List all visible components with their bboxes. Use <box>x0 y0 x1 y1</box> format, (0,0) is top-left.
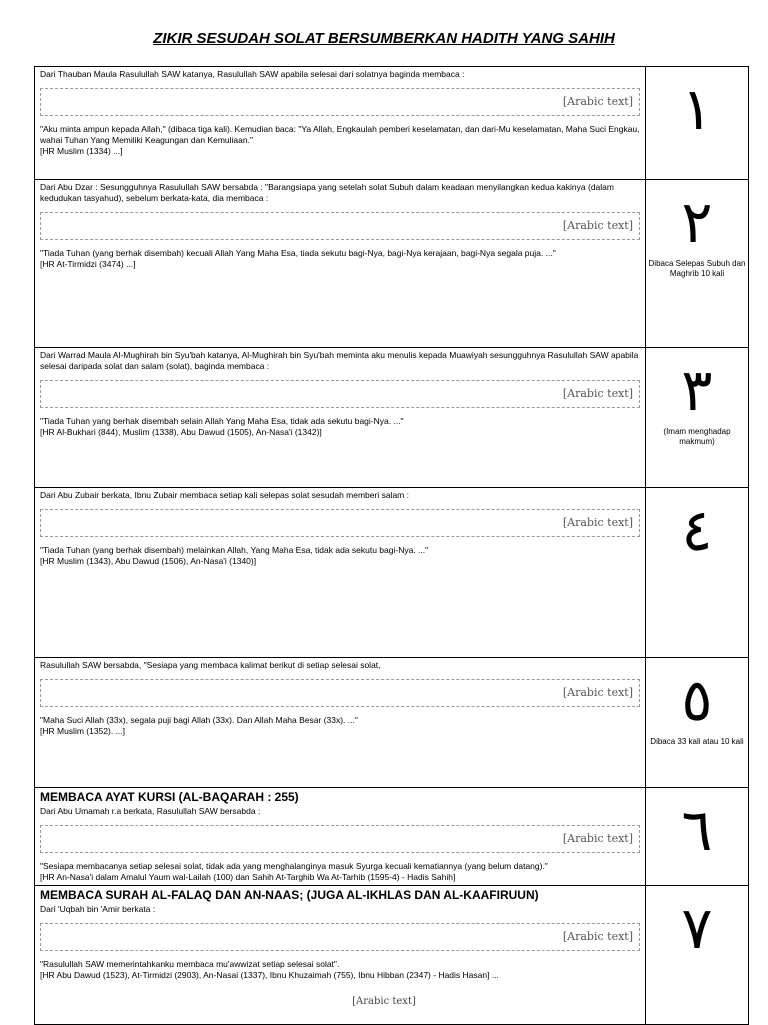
arabic-verse: [Arabic text] <box>40 679 640 707</box>
arabic-verse: [Arabic text] <box>40 923 640 951</box>
section-heading: MEMBACA AYAT KURSI (AL-BAQARAH : 255) <box>40 790 299 804</box>
translation: "Aku minta ampun kepada Allah," (dibaca tiga kali). Kemudian baca: "Ya Allah, Engkaulah pemberi keselamatan, dan dari-Mu keselamatan, Maha Suci Engkau, wahai Tuhan Yang Memiliki Keagungan dan Kemuliaan." <box>40 124 640 146</box>
number-cell <box>646 348 749 488</box>
recitation-note: (Imam menghadap makmum) <box>663 427 731 446</box>
footer-arabic: [Arabic text] <box>352 996 416 1007</box>
arabic-verse: [Arabic text] <box>40 88 640 116</box>
number-cell <box>646 180 749 348</box>
zikir-row <box>35 788 749 886</box>
zikir-content <box>35 348 646 488</box>
zikir-content <box>35 180 646 348</box>
hadith-reference: [HR Abu Dawud (1523), At-Tirmidzi (2903), An-Nasai (1337), Ibnu Khuzaimah (755), Ibnu Hibban (2347) - Hadis Hasan] ... <box>40 970 499 981</box>
hadith-intro: Dari 'Uqbah bin 'Amir berkata : <box>40 903 156 914</box>
hadith-intro: Dari Abu Zubair berkata, Ibnu Zubair membaca setiap kali selepas solat sesudah memberi salam : <box>40 490 409 500</box>
zikir-content <box>35 488 646 658</box>
hadith-intro: Rasulullah SAW bersabda, "Sesiapa yang membaca kalimat berikut di setiap selesai solat, <box>40 660 381 670</box>
recitation-note: Dibaca Selepas Subuh dan Maghrib 10 kali <box>648 259 746 278</box>
page-title: ZIKIR SESUDAH SOLAT BERSUMBERKAN HADITH YANG SAHIH <box>153 30 615 47</box>
zikir-content <box>35 788 646 886</box>
hadith-intro: Dari Thauban Maula Rasulullah SAW katanya, Rasulullah SAW apabila selesai dari solatnya baginda membaca : <box>40 69 465 79</box>
translation: "Tiada Tuhan (yang berhak disembah) melainkan Allah, Yang Maha Esa, tidak ada sekutu bagi-Nya. ..." <box>40 545 429 556</box>
arabic-verse: [Arabic text] <box>40 212 640 240</box>
row-number: ٣ <box>681 356 713 424</box>
zikir-content <box>35 67 646 180</box>
zikir-row <box>35 348 749 488</box>
number-cell <box>646 67 749 180</box>
arabic-verse: [Arabic text] <box>40 509 640 537</box>
hadith-reference: [HR Muslim (1334) ...] <box>40 146 123 157</box>
row-number: ٧ <box>681 894 713 963</box>
arabic-verse: [Arabic text] <box>40 825 640 853</box>
arabic-verse: [Arabic text] <box>40 380 640 408</box>
row-number: ٦ <box>681 796 713 864</box>
section-heading: MEMBACA SURAH AL-FALAQ DAN AN-NAAS; (JUGA AL-IKHLAS DAN AL-KAAFIRUUN) <box>40 888 539 903</box>
hadith-reference: [HR Muslim (1352). ...] <box>40 726 126 737</box>
zikir-row <box>35 180 749 348</box>
row-number: ٤ <box>681 496 713 564</box>
hadith-intro: Dari Abu Umamah r.a berkata, Rasulullah SAW bersabda : <box>40 805 261 816</box>
row-number: ١ <box>681 75 713 143</box>
hadith-reference: [HR Muslim (1343), Abu Dawud (1506), An-Nasa'i (1340)] <box>40 556 257 567</box>
hadith-reference: [HR An-Nasa'i dalam Amalul Yaum wal-Lailah (100) dan Sahih At-Targhib Wa At-Tarhib (1595-4) - Hadis Sahih] <box>40 871 456 882</box>
number-cell <box>646 488 749 658</box>
zikir-row <box>35 658 749 788</box>
translation: "Maha Suci Allah (33x), segala puji bagi Allah (33x). Dan Allah Maha Besar (33x). ..." <box>40 715 358 726</box>
number-cell <box>646 788 749 886</box>
hadith-intro: Dari Warrad Maula Al-Mughirah bin Syu'bah katanya, Al-Mughirah bin Syu'bah meminta aku menulis kepada Muawiyah sesungguhnya Rasulullah SAW apabila selesai daripada solat dan salam (solat), baginda membaca : <box>40 350 639 372</box>
translation: "Sesiapa membacanya setiap selesai solat, tidak ada yang menghalanginya masuk Syurga kecuali kematiannya (yang belum datang)." <box>40 860 548 871</box>
hadith-reference: [HR Al-Bukhari (844), Muslim (1338), Abu Dawud (1505), An-Nasa'i (1342)] <box>40 427 322 438</box>
row-number: ٥ <box>681 666 713 734</box>
number-cell <box>646 658 749 788</box>
translation: "Tiada Tuhan (yang berhak disembah) kecuali Allah Yang Maha Esa, tiada sekutu bagi-Nya, bagi-Nya kerajaan, bagi-Nya segala puja. ..." <box>40 248 556 259</box>
translation: "Rasulullah SAW memerintahkanku membaca mu'awwizat setiap selesai solat". <box>40 958 340 969</box>
zikir-content <box>35 658 646 788</box>
recitation-note: Dibaca 33 kali atau 10 kali <box>650 737 744 746</box>
zikir-table <box>34 66 749 1025</box>
row-number: ٢ <box>681 188 713 256</box>
zikir-row <box>35 488 749 658</box>
hadith-intro: Dari Abu Dzar : Sesungguhnya Rasulullah SAW bersabda : "Barangsiapa yang setelah solat Subuh dalam keadaan menyilangkan kedua kakinya (dalam kedudukan tasyahud), sebelum berkata-kata, dia membaca : <box>40 182 614 204</box>
zikir-row <box>35 67 749 180</box>
hadith-reference: [HR At-Tirmidzi (3474) ...] <box>40 259 136 270</box>
translation: "Tiada Tuhan yang berhak disembah selain Allah Yang Maha Esa, tidak ada sekutu bagi-Nya. ..." <box>40 416 404 427</box>
